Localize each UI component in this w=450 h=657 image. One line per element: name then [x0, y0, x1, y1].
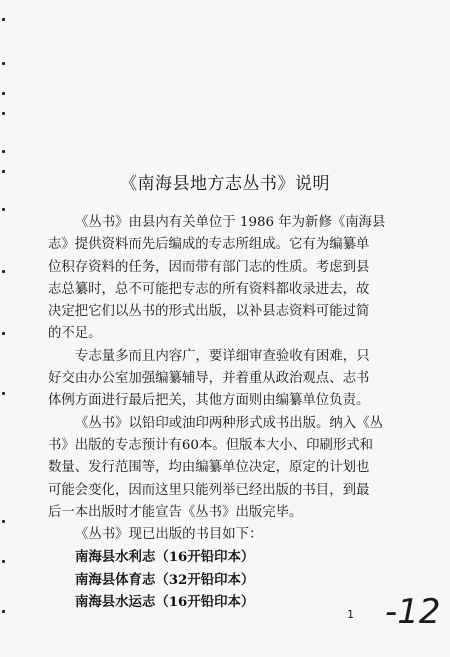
- body-line: 的不足。: [48, 326, 102, 342]
- body-line: 体例方面进行最后把关，其他方面则由编纂单位负责。: [48, 393, 370, 409]
- body-line: 书》出版的专志预计有60本。但版本大小、印刷形式和: [48, 437, 374, 453]
- body-line: 好交由办公室加强编纂辅导，并着重从政治观点、志书: [48, 371, 370, 387]
- body-line: 后一本出版时才能宣告《丛书》出版完毕。: [48, 504, 303, 520]
- published-title-item: 南海县水利志（16开铅印本）: [75, 549, 255, 566]
- page-number: -12: [385, 592, 441, 632]
- body-line: 数量、发行范围等，均由编纂单位决定，原定的计划也: [48, 460, 370, 476]
- body-line: 《丛书》由县内有关单位于 1986 年为新修《南海县: [75, 215, 386, 230]
- body-line: 《丛书》现已出版的书目如下：: [75, 527, 263, 543]
- published-title-item: 南海县水运志（16开铅印本）: [75, 594, 255, 611]
- document-title: 《南海县地方志丛书》说明: [120, 174, 330, 195]
- scan-edge-marks: [0, 0, 14, 657]
- body-line: 位积存资料的任务，因而带有部门志的性质。考虑到县: [48, 259, 370, 275]
- body-line: 《丛书》以铅印或油印两种形式成书出版。纳入《丛: [75, 415, 383, 431]
- body-line: 志总纂时，总不可能把专志的所有资料都收录进去，故: [48, 281, 370, 297]
- document-body: [48, 212, 400, 613]
- published-title-item: 南海县体育志（32开铅印本）: [75, 571, 255, 588]
- page-mark: 1: [347, 608, 354, 621]
- body-line: 志》提供资料而先后编成的专志所组成。它有为编纂单: [48, 237, 370, 253]
- body-line: 决定把它们以丛书的形式出版，以补县志资料可能过简: [48, 304, 370, 320]
- body-line: 可能会变化，因而这里只能列举已经出版的书目，到最: [48, 482, 370, 498]
- body-line: 专志量多而且内容广，要详细审查验收有困难，只: [75, 348, 370, 364]
